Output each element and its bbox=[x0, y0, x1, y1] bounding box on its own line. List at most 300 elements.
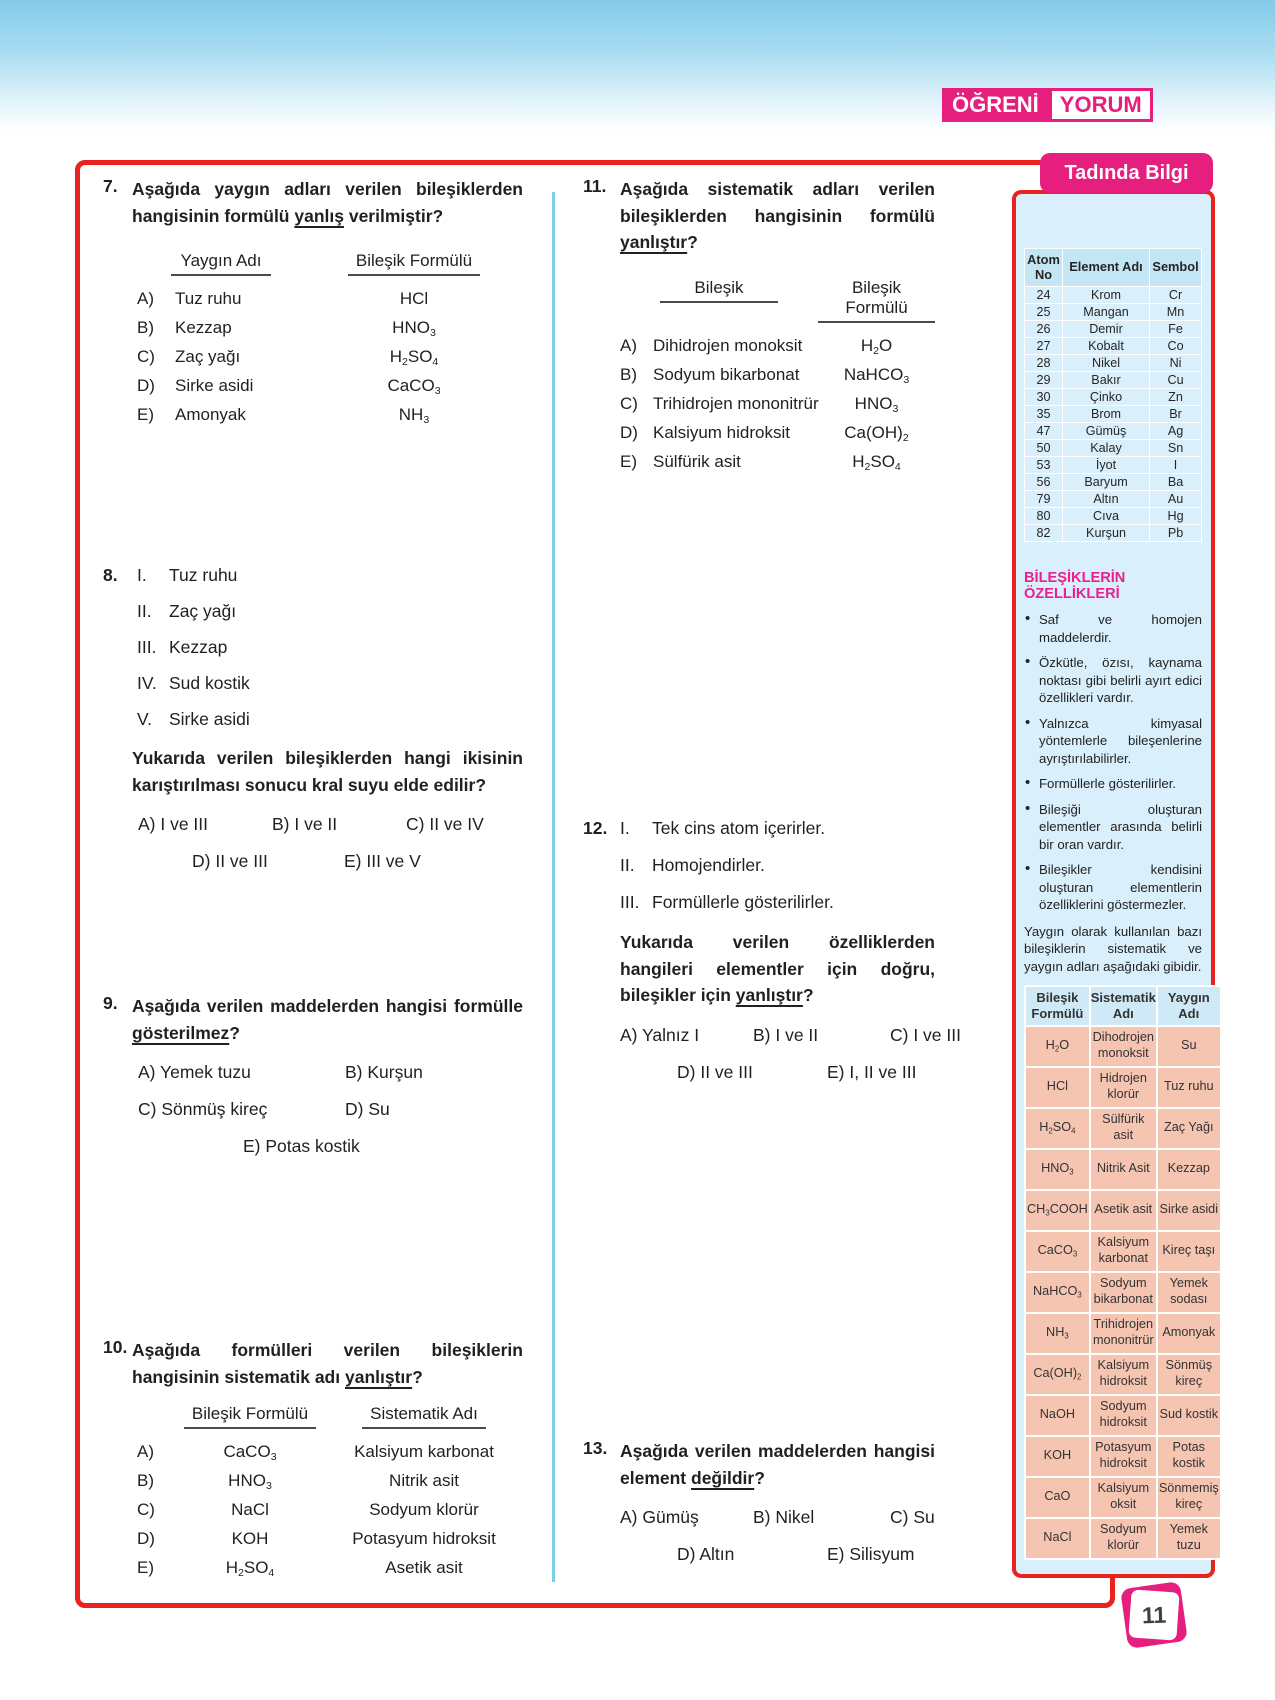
answer-table-header bbox=[137, 251, 523, 276]
column-header-label: Bileşik Formülü bbox=[184, 1404, 316, 1429]
answer-row bbox=[137, 1495, 523, 1524]
roman-numeral: II. bbox=[620, 855, 635, 875]
compound-formula: NaOH bbox=[1025, 1395, 1090, 1436]
common-name: Kezzap bbox=[175, 318, 232, 338]
common-name: Yemek tuzu bbox=[1157, 1518, 1221, 1559]
atom-number: 28 bbox=[1025, 355, 1063, 372]
brand-right-segment: YORUM bbox=[1049, 88, 1153, 122]
answer-row bbox=[137, 313, 523, 342]
answer-row bbox=[137, 1553, 523, 1582]
element-name: Altın bbox=[1062, 491, 1149, 508]
common-name: Sirke asidi bbox=[1157, 1190, 1221, 1231]
element-name: Mangan bbox=[1062, 304, 1149, 321]
option-letter: C) bbox=[620, 393, 638, 413]
list-item bbox=[137, 673, 523, 694]
compound-formula: NaCl bbox=[231, 1500, 269, 1520]
column-header: Element Adı bbox=[1062, 249, 1149, 287]
option-letter: C) bbox=[137, 347, 155, 367]
list-item-text: Sirke asidi bbox=[169, 709, 250, 729]
page-number: 11 bbox=[1141, 1601, 1167, 1628]
atom-row bbox=[1025, 440, 1202, 457]
stem-text: ? bbox=[412, 1366, 423, 1387]
stem-text: ? bbox=[687, 232, 698, 253]
brand-left-segment: ÖĞRENİ bbox=[942, 88, 1049, 122]
question-stem bbox=[620, 1438, 935, 1491]
atom-row bbox=[1025, 474, 1202, 491]
answer-row bbox=[137, 371, 523, 400]
option-letter: C) bbox=[137, 1500, 155, 1520]
stem-text: Aşağıda verilen maddelerden hangisi element bbox=[620, 1441, 935, 1488]
option: B) I ve II bbox=[272, 814, 338, 835]
atom-table bbox=[1024, 248, 1202, 542]
list-item-text: Kezzap bbox=[169, 637, 228, 657]
question-11 bbox=[583, 176, 935, 476]
systematic-name: Nitrik Asit bbox=[1090, 1149, 1157, 1190]
compound-formula: $Ca(OH)_2$ bbox=[1025, 1354, 1090, 1395]
compound-formula: $HNO_3$ bbox=[1025, 1149, 1090, 1190]
common-name: Sirke asidi bbox=[175, 376, 254, 396]
element-symbol: Zn bbox=[1150, 389, 1202, 406]
answer-row bbox=[620, 447, 935, 476]
stem-text: verilmiştir? bbox=[343, 205, 444, 226]
list-item bbox=[137, 565, 523, 586]
compound-row bbox=[1025, 1518, 1221, 1559]
sidebar-note: Yaygın olarak kullanılan bazı bileşiklerin sistematik ve yaygın adları aşağıdaki gibidir. bbox=[1024, 923, 1202, 974]
answer-table-header bbox=[620, 278, 935, 323]
list-item-text: Tuz ruhu bbox=[169, 565, 238, 585]
list-item-text: Tek cins atom içerirler. bbox=[652, 818, 826, 838]
spacer bbox=[137, 1404, 175, 1429]
compound-formula: $HNO_3$ bbox=[392, 318, 436, 340]
systematic-name: Kalsiyum karbonat bbox=[1090, 1231, 1157, 1272]
element-symbol: Cu bbox=[1150, 372, 1202, 389]
options-row bbox=[132, 1062, 523, 1083]
roman-numeral: III. bbox=[620, 892, 640, 912]
column-header bbox=[175, 1404, 325, 1429]
element-symbol: Pb bbox=[1150, 525, 1202, 542]
systematic-name: Kalsiyum hidroksit bbox=[653, 422, 790, 442]
compound-formula: $NH_3$ bbox=[1025, 1313, 1090, 1354]
systematic-name: Potasyum hidroksit bbox=[1090, 1436, 1157, 1477]
option-letter: E) bbox=[620, 451, 637, 471]
option-letter: E) bbox=[137, 1558, 154, 1578]
answer-row bbox=[137, 284, 523, 313]
systematic-name: Sodyum klorür bbox=[1090, 1518, 1157, 1559]
question-stem bbox=[132, 745, 523, 798]
stem-underlined-word: yanlıştır bbox=[735, 985, 803, 1006]
systematic-name: Sodyum klorür bbox=[369, 1500, 479, 1520]
element-name: Çinko bbox=[1062, 389, 1149, 406]
systematic-name: Potasyum hidroksit bbox=[352, 1529, 496, 1549]
stem-underlined-word: yanlış bbox=[294, 205, 344, 226]
atom-row bbox=[1025, 338, 1202, 355]
sidebar-panel bbox=[1012, 190, 1219, 1578]
element-symbol: Au bbox=[1150, 491, 1202, 508]
column-header: Sembol bbox=[1150, 249, 1202, 287]
compound-formula: $HNO_3$ bbox=[854, 393, 899, 415]
column-header-label: Bileşik bbox=[660, 278, 779, 303]
common-name: Sud kostik bbox=[1157, 1395, 1221, 1436]
element-name: Kobalt bbox=[1062, 338, 1149, 355]
atom-number: 27 bbox=[1025, 338, 1063, 355]
options-row bbox=[620, 1507, 935, 1528]
atom-number: 47 bbox=[1025, 423, 1063, 440]
option-letter: E) bbox=[137, 405, 154, 425]
compound-formula: $H_2SO_4$ bbox=[852, 451, 901, 473]
question-number: 8. bbox=[103, 565, 118, 585]
options-row bbox=[132, 1136, 523, 1157]
common-name: Sönmemiş kireç bbox=[1157, 1477, 1221, 1518]
column-header bbox=[325, 1404, 523, 1429]
compound-formula: KOH bbox=[231, 1529, 269, 1549]
column-header bbox=[818, 278, 935, 323]
question-number: 9. bbox=[103, 993, 118, 1013]
stem-underlined-word: yanlıştır bbox=[344, 1366, 413, 1387]
question-8 bbox=[103, 565, 523, 872]
option-letter: D) bbox=[137, 1529, 155, 1549]
option-letter: B) bbox=[620, 364, 637, 384]
page-number-badge bbox=[1120, 1581, 1188, 1649]
atom-number: 30 bbox=[1025, 389, 1063, 406]
answer-row bbox=[620, 389, 935, 418]
answer-row bbox=[137, 400, 523, 429]
roman-list bbox=[620, 818, 935, 913]
common-name: Kireç taşı bbox=[1157, 1231, 1221, 1272]
element-symbol: Co bbox=[1150, 338, 1202, 355]
element-name: Cıva bbox=[1062, 508, 1149, 525]
options-row bbox=[132, 1099, 523, 1120]
systematic-name: Dihodrojen monoksit bbox=[1090, 1026, 1157, 1067]
element-symbol: Mn bbox=[1150, 304, 1202, 321]
element-symbol: Ni bbox=[1150, 355, 1202, 372]
compound-formula: NaCl bbox=[1025, 1518, 1090, 1559]
compound-row bbox=[1025, 1190, 1221, 1231]
element-name: Kalay bbox=[1062, 440, 1149, 457]
list-item bbox=[137, 601, 523, 622]
stem-underlined-word: değildir bbox=[691, 1467, 755, 1488]
systematic-name: Trihidrojen mononitrür bbox=[1090, 1313, 1157, 1354]
element-name: Kurşun bbox=[1062, 525, 1149, 542]
compound-row bbox=[1025, 1108, 1221, 1149]
option: E) Potas kostik bbox=[243, 1136, 360, 1157]
answer-rows bbox=[620, 331, 935, 476]
element-name: Demir bbox=[1062, 321, 1149, 338]
stem-text: Aşağıda sistematik adları verilen bileşiklerden hangisinin formülü bbox=[620, 179, 935, 226]
element-name: Baryum bbox=[1062, 474, 1149, 491]
column-divider bbox=[552, 192, 555, 1582]
compound-formula: $H_2O$ bbox=[860, 335, 893, 357]
option: E) I, II ve III bbox=[827, 1061, 917, 1082]
stem-text: Aşağıda verilen maddelerden hangisi formülle bbox=[132, 996, 523, 1016]
option-letter: D) bbox=[620, 422, 638, 442]
column-header bbox=[620, 278, 818, 323]
element-name: Gümüş bbox=[1062, 423, 1149, 440]
compound-row bbox=[1025, 1313, 1221, 1354]
question-7 bbox=[103, 176, 523, 429]
compound-rows bbox=[1025, 1026, 1221, 1559]
atom-row bbox=[1025, 321, 1202, 338]
atom-row bbox=[1025, 389, 1202, 406]
roman-numeral: I. bbox=[620, 818, 630, 838]
common-name: Amonyak bbox=[175, 405, 246, 425]
compound-formula: $CH_3COOH$ bbox=[1025, 1190, 1090, 1231]
options-row bbox=[620, 1062, 935, 1083]
atom-row bbox=[1025, 355, 1202, 372]
compound-formula: $H_2SO_4$ bbox=[1025, 1108, 1090, 1149]
atom-row bbox=[1025, 508, 1202, 525]
systematic-name: Trihidrojen mononitrür bbox=[653, 393, 819, 413]
stem-underlined-word: yanlıştır bbox=[620, 232, 688, 253]
common-name: Su bbox=[1157, 1026, 1221, 1067]
atom-row bbox=[1025, 372, 1202, 389]
column-header-label: Bileşik Formülü bbox=[818, 278, 935, 323]
element-symbol: I bbox=[1150, 457, 1202, 474]
atom-number: 35 bbox=[1025, 406, 1063, 423]
question-9 bbox=[103, 993, 523, 1157]
list-item-text: Homojendirler. bbox=[652, 855, 765, 875]
compound-row bbox=[1025, 1272, 1221, 1313]
list-item-text: Sud kostik bbox=[169, 673, 250, 693]
common-name: Kezzap bbox=[1157, 1149, 1221, 1190]
atom-number: 56 bbox=[1025, 474, 1063, 491]
compound-formula: CaO bbox=[1025, 1477, 1090, 1518]
option: A) Yalnız I bbox=[620, 1024, 700, 1045]
stem-text: Yukarıda verilen bileşiklerden hangi ikisinin karıştırılması sonucu kral suyu elde edilir? bbox=[132, 748, 523, 795]
compound-row bbox=[1025, 1231, 1221, 1272]
question-number: 7. bbox=[103, 176, 118, 196]
option: B) Nikel bbox=[753, 1507, 815, 1528]
question-10 bbox=[103, 1337, 523, 1582]
element-symbol: Ag bbox=[1150, 423, 1202, 440]
element-symbol: Cr bbox=[1150, 287, 1202, 304]
page-number-frame bbox=[1128, 1589, 1179, 1640]
answer-table bbox=[620, 278, 935, 476]
list-item bbox=[620, 855, 935, 876]
atom-number: 80 bbox=[1025, 508, 1063, 525]
answer-row bbox=[137, 1524, 523, 1553]
option: D) Su bbox=[345, 1099, 390, 1120]
atom-row bbox=[1025, 304, 1202, 321]
atom-row bbox=[1025, 406, 1202, 423]
stem-text: ? bbox=[229, 1022, 240, 1043]
element-symbol: Br bbox=[1150, 406, 1202, 423]
sidebar-title: Tadında Bilgi bbox=[1040, 153, 1213, 193]
column-header: Yaygın Adı bbox=[1157, 986, 1221, 1025]
list-item bbox=[620, 892, 935, 913]
option: D) Altın bbox=[677, 1544, 735, 1565]
list-item-text: Formüllerle gösterilirler. bbox=[652, 892, 834, 912]
compound-row bbox=[1025, 1026, 1221, 1067]
answer-rows bbox=[137, 1437, 523, 1582]
atom-number: 29 bbox=[1025, 372, 1063, 389]
systematic-name: Dihidrojen monoksit bbox=[653, 335, 803, 355]
property-bullet: • Saf ve homojen maddelerdir. bbox=[1024, 611, 1202, 646]
column-header-label: Sistematik Adı bbox=[362, 1404, 486, 1429]
property-bullet: • Bileşikler kendisini oluşturan elementlerin özelliklerini göstermezler. bbox=[1024, 861, 1202, 914]
question-12 bbox=[583, 818, 961, 1083]
compound-row bbox=[1025, 1149, 1221, 1190]
question-stem bbox=[132, 176, 523, 229]
column-header bbox=[305, 251, 523, 276]
atom-number: 50 bbox=[1025, 440, 1063, 457]
common-name: Amonyak bbox=[1157, 1313, 1221, 1354]
stem-text: Aşağıda yaygın adları verilen bileşiklerden hangisinin formülü bbox=[132, 179, 523, 226]
stem-text: Yukarıda verilen özelliklerden hangileri elementler için doğru, bileşikler için bbox=[620, 932, 935, 1006]
answer-rows bbox=[137, 284, 523, 429]
systematic-name: Hidrojen klorür bbox=[1090, 1067, 1157, 1108]
systematic-name: Sülfürik asit bbox=[1090, 1108, 1157, 1149]
compound-row bbox=[1025, 1395, 1221, 1436]
element-name: İyot bbox=[1062, 457, 1149, 474]
systematic-name: Asetik asit bbox=[385, 1558, 463, 1578]
element-symbol: Ba bbox=[1150, 474, 1202, 491]
option: A) I ve III bbox=[138, 814, 209, 835]
column-header: Bileşik Formülü bbox=[1025, 986, 1090, 1025]
option: A) Gümüş bbox=[620, 1507, 699, 1528]
properties-list bbox=[1024, 611, 1202, 914]
atom-number: 82 bbox=[1025, 525, 1063, 542]
answer-row bbox=[137, 342, 523, 371]
systematic-name: Kalsiyum oksit bbox=[1090, 1477, 1157, 1518]
stem-text: ? bbox=[754, 1467, 765, 1488]
option: C) Sönmüş kireç bbox=[138, 1099, 268, 1120]
compound-formula: $HNO_3$ bbox=[228, 1471, 272, 1493]
option: D) II ve III bbox=[677, 1061, 753, 1082]
question-stem bbox=[132, 993, 523, 1046]
column-header: Sistematik Adı bbox=[1090, 986, 1157, 1025]
systematic-name: Sülfürik asit bbox=[653, 451, 741, 471]
column-header-label: Yaygın Adı bbox=[171, 251, 272, 276]
compound-row bbox=[1025, 1477, 1221, 1518]
list-item-text: Zaç yağı bbox=[169, 601, 237, 621]
column-header bbox=[137, 251, 305, 276]
question-stem bbox=[620, 176, 935, 256]
question-number: 13. bbox=[583, 1438, 608, 1458]
option-letter: B) bbox=[137, 318, 154, 338]
option: B) Kurşun bbox=[345, 1062, 423, 1083]
atom-row bbox=[1025, 457, 1202, 474]
roman-numeral: V. bbox=[137, 709, 152, 729]
atom-number: 26 bbox=[1025, 321, 1063, 338]
compound-formula: HCl bbox=[399, 289, 429, 309]
compound-row bbox=[1025, 1354, 1221, 1395]
compound-formula: $H_2O$ bbox=[1025, 1026, 1090, 1067]
atom-number: 53 bbox=[1025, 457, 1063, 474]
compound-table-header bbox=[1025, 986, 1221, 1025]
options-row bbox=[620, 1544, 935, 1565]
option: B) I ve II bbox=[753, 1024, 819, 1045]
element-symbol: Sn bbox=[1150, 440, 1202, 457]
question-13 bbox=[583, 1438, 935, 1565]
compound-formula: $NH_3$ bbox=[398, 405, 430, 427]
atom-number: 79 bbox=[1025, 491, 1063, 508]
answer-row bbox=[137, 1437, 523, 1466]
element-name: Nikel bbox=[1062, 355, 1149, 372]
answer-row bbox=[620, 418, 935, 447]
compound-formula: CaCO$_3$ bbox=[1025, 1231, 1090, 1272]
properties-title: BİLEŞİKLERİN ÖZELLİKLERİ bbox=[1024, 570, 1126, 603]
element-name: Bakır bbox=[1062, 372, 1149, 389]
option: D) II ve III bbox=[192, 851, 268, 872]
element-symbol: Fe bbox=[1150, 321, 1202, 338]
common-name: Zaç yağı bbox=[175, 347, 241, 367]
list-item bbox=[137, 709, 523, 730]
option: C) I ve III bbox=[890, 1024, 961, 1045]
option: C) Su bbox=[890, 1507, 935, 1528]
property-bullet: • Özkütle, özısı, kaynama noktası gibi belirli ayırt edici özellikleri vardır. bbox=[1024, 654, 1202, 707]
compound-formula: NaHCO$_3$ bbox=[1025, 1272, 1090, 1313]
element-name: Krom bbox=[1062, 287, 1149, 304]
question-stem bbox=[132, 1337, 523, 1390]
stem-text: ? bbox=[802, 985, 814, 1006]
column-header: Atom No bbox=[1025, 249, 1063, 287]
option-letter: B) bbox=[137, 1471, 154, 1491]
compound-formula: NaHCO$_3$ bbox=[843, 364, 910, 386]
element-symbol: Hg bbox=[1150, 508, 1202, 525]
systematic-name: Kalsiyum karbonat bbox=[354, 1442, 494, 1462]
roman-list bbox=[132, 565, 523, 730]
atom-rows bbox=[1025, 287, 1202, 542]
systematic-name: Sodyum bikarbonat bbox=[653, 364, 800, 384]
systematic-name: Sodyum hidroksit bbox=[1090, 1395, 1157, 1436]
systematic-name: Sodyum bikarbonat bbox=[1090, 1272, 1157, 1313]
compound-formula: KOH bbox=[1025, 1436, 1090, 1477]
compound-formula: $H_2SO_4$ bbox=[389, 347, 439, 369]
property-bullet: • Bileşiği oluşturan elementler arasında belirli bir oran vardır. bbox=[1024, 801, 1202, 854]
element-name: Brom bbox=[1062, 406, 1149, 423]
answer-table bbox=[132, 251, 523, 429]
option-letter: A) bbox=[137, 289, 154, 309]
common-name: Tuz ruhu bbox=[175, 289, 242, 309]
common-name: Potas kostik bbox=[1157, 1436, 1221, 1477]
roman-numeral: IV. bbox=[137, 673, 157, 693]
compound-formula: CaCO$_3$ bbox=[387, 376, 441, 398]
atom-table-header bbox=[1025, 249, 1202, 287]
question-number: 10. bbox=[103, 1337, 128, 1357]
common-name: Zaç Yağı bbox=[1157, 1108, 1221, 1149]
common-name: Yemek sodası bbox=[1157, 1272, 1221, 1313]
list-item bbox=[137, 637, 523, 658]
answer-row bbox=[620, 331, 935, 360]
option: C) II ve IV bbox=[406, 814, 484, 835]
atom-row bbox=[1025, 423, 1202, 440]
question-stem bbox=[620, 929, 935, 1009]
option: E) Silisyum bbox=[827, 1544, 915, 1565]
property-bullet: • Yalnızca kimyasal yöntemlerle bileşenlerine ayrıştırılabilirler. bbox=[1024, 715, 1202, 768]
compound-row bbox=[1025, 1067, 1221, 1108]
property-bullet: • Formüllerle gösterilirler. bbox=[1024, 775, 1202, 793]
compound-formula: HCl bbox=[1025, 1067, 1090, 1108]
option: A) Yemek tuzu bbox=[138, 1062, 251, 1083]
stem-underlined-word: gösterilmez bbox=[132, 1022, 230, 1043]
list-item bbox=[620, 818, 935, 839]
answer-table bbox=[132, 1404, 523, 1582]
compound-row bbox=[1025, 1436, 1221, 1477]
systematic-name: Nitrik asit bbox=[389, 1471, 459, 1491]
atom-row bbox=[1025, 491, 1202, 508]
options-row bbox=[132, 851, 523, 872]
atom-row bbox=[1025, 525, 1202, 542]
systematic-name: Asetik asit bbox=[1090, 1190, 1157, 1231]
option-letter: D) bbox=[137, 376, 155, 396]
option-letter: A) bbox=[137, 1442, 154, 1462]
compound-formula: CaCO$_3$ bbox=[223, 1442, 277, 1464]
compound-formula: $Ca(OH)_2$ bbox=[844, 422, 909, 444]
atom-row bbox=[1025, 287, 1202, 304]
systematic-name: Kalsiyum hidroksit bbox=[1090, 1354, 1157, 1395]
answer-table-header bbox=[137, 1404, 523, 1429]
common-name: Tuz ruhu bbox=[1157, 1067, 1221, 1108]
